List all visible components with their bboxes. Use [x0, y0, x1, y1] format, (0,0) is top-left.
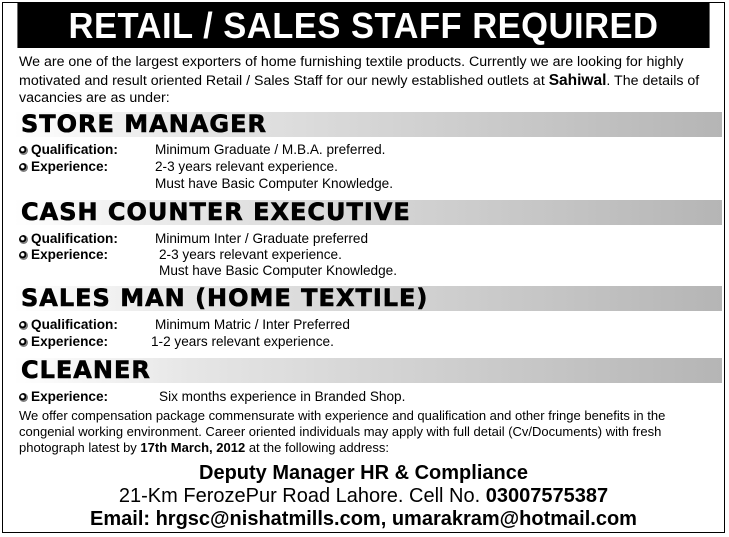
section-title: STORE MANAGER [21, 110, 267, 138]
section-title: SALES MAN (HOME TEXTILE) [21, 284, 429, 312]
qualification-row [19, 317, 118, 333]
intro-paragraph [19, 54, 714, 108]
bullet-icon [19, 235, 28, 244]
qualification-label: Qualification: [31, 142, 118, 157]
intro-text-end: . The details of vacancies are as under: [19, 72, 700, 106]
extra-requirement: Must have Basic Computer Knowledge. [159, 263, 398, 278]
intro-text-start: We are one of the largest exporters of home furnishing textile products. Currently we are looking for highly motivated and result oriented Retail / Sales Staff for our newly established outlets at [19, 54, 684, 89]
contact-address-line [3, 484, 724, 508]
application-instructions [19, 408, 719, 456]
section-header-cash-counter-executive [14, 200, 722, 225]
section-title: CLEANER [21, 356, 151, 384]
section-header-cleaner [14, 358, 722, 383]
instructions-text-end: at the following address: [245, 440, 390, 455]
experience-label: Experience: [31, 247, 109, 262]
bullet-icon [19, 146, 28, 155]
experience-label: Experience: [31, 389, 109, 404]
deadline-date: 17th March, 2012 [140, 440, 246, 455]
experience-row [19, 389, 108, 405]
qualification-value: Minimum Graduate / M.B.A. preferred. [155, 142, 386, 157]
qualification-row [19, 142, 118, 158]
ad-title: RETAIL / SALES STAFF REQUIRED [17, 3, 709, 48]
experience-label: Experience: [31, 159, 109, 174]
qualification-value: Minimum Matric / Inter Preferred [155, 317, 350, 332]
instructions-text-start: We offer compensation package commensurate with experience and qualification and other fringe benefits in the congenial working environment. Career oriented individuals may apply with full detail (Cv/Documents) with fresh photograph latest by [19, 408, 666, 455]
bullet-icon [19, 338, 28, 347]
bullet-icon [19, 163, 28, 172]
contact-address: 21-Km FerozePur Road Lahore. [118, 485, 404, 507]
intro-city: Sahiwal [548, 71, 607, 89]
qualification-value: Minimum Inter / Graduate preferred [155, 231, 369, 246]
experience-label: Experience: [31, 334, 109, 349]
cell-number: 03007575387 [485, 485, 609, 507]
qualification-label: Qualification: [31, 317, 118, 332]
experience-row [19, 247, 108, 263]
bullet-icon [19, 321, 28, 330]
bullet-icon [19, 251, 28, 260]
section-header-store-manager [14, 112, 722, 137]
qualification-label: Qualification: [31, 231, 118, 246]
experience-row [19, 334, 108, 350]
extra-requirement: Must have Basic Computer Knowledge. [155, 176, 394, 191]
contact-designation: Deputy Manager HR & Compliance [199, 462, 528, 484]
experience-value: Six months experience in Branded Shop. [159, 389, 406, 404]
advertisement [2, 2, 725, 533]
contact-emails: Email: hrgsc@nishatmills.com, umarakram@hotmail.com [90, 508, 637, 530]
section-header-sales-man [14, 286, 722, 311]
experience-value: 1-2 years relevant experience. [151, 334, 334, 349]
experience-row [19, 159, 108, 175]
experience-value: 2-3 years relevant experience. [155, 159, 338, 174]
cell-label: Cell No. [409, 485, 481, 507]
bullet-icon [19, 393, 28, 402]
qualification-row [19, 231, 118, 247]
section-title: CASH COUNTER EXECUTIVE [21, 198, 411, 226]
experience-value: 2-3 years relevant experience. [159, 247, 342, 262]
